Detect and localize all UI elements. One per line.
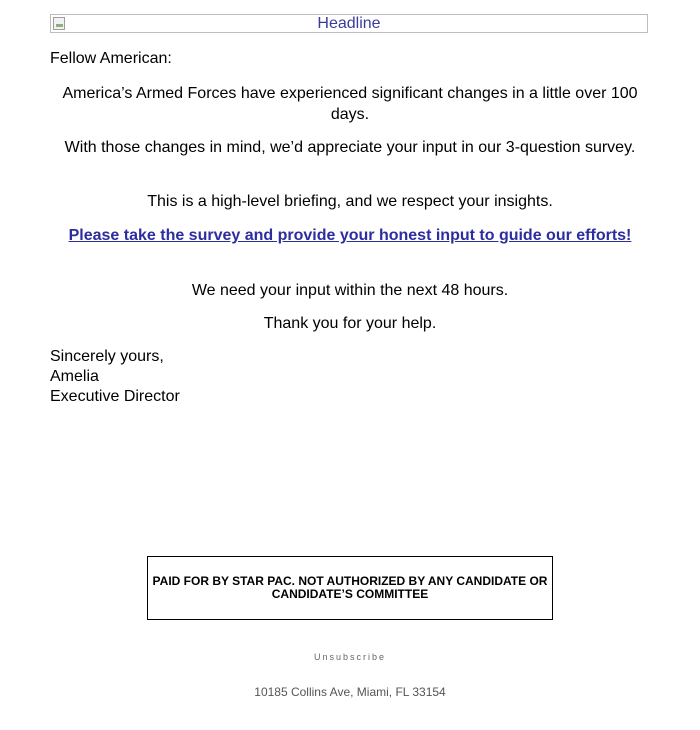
disclaimer-text: PAID FOR BY STAR PAC. NOT AUTHORIZED BY ANY CANDIDATE OR CANDIDATE’S COMMITTEE bbox=[152, 574, 548, 601]
signoff-name: Amelia bbox=[50, 368, 99, 385]
headline-image bbox=[50, 14, 648, 33]
paragraph-deadline: We need your input within the next 48 hours. bbox=[191, 282, 509, 299]
survey-link[interactable]: Please take the survey and provide your honest input to guide our efforts! bbox=[68, 227, 632, 244]
unsubscribe-link[interactable]: Unsubscribe bbox=[313, 652, 387, 662]
disclaimer-box bbox=[147, 556, 553, 620]
signoff-title: Executive Director bbox=[50, 388, 180, 405]
greeting: Fellow American: bbox=[50, 50, 172, 67]
survey-link-paragraph bbox=[50, 225, 650, 246]
headline-alt-text: Headline bbox=[317, 15, 381, 32]
paragraph-survey-intro: With those changes in mind, we’d appreciate your input in our 3-question survey. bbox=[64, 139, 636, 156]
signoff bbox=[50, 347, 180, 407]
mailing-address: 10185 Collins Ave, Miami, FL 33154 bbox=[254, 685, 446, 699]
signoff-closing: Sincerely yours, bbox=[50, 348, 164, 365]
paragraph-briefing: This is a high-level briefing, and we respect your insights. bbox=[147, 193, 553, 210]
paragraph-armed-forces: America’s Armed Forces have experienced significant changes in a little over 100 days. bbox=[62, 85, 638, 123]
paragraph-thanks: Thank you for your help. bbox=[263, 315, 437, 332]
broken-image-icon bbox=[53, 17, 65, 30]
